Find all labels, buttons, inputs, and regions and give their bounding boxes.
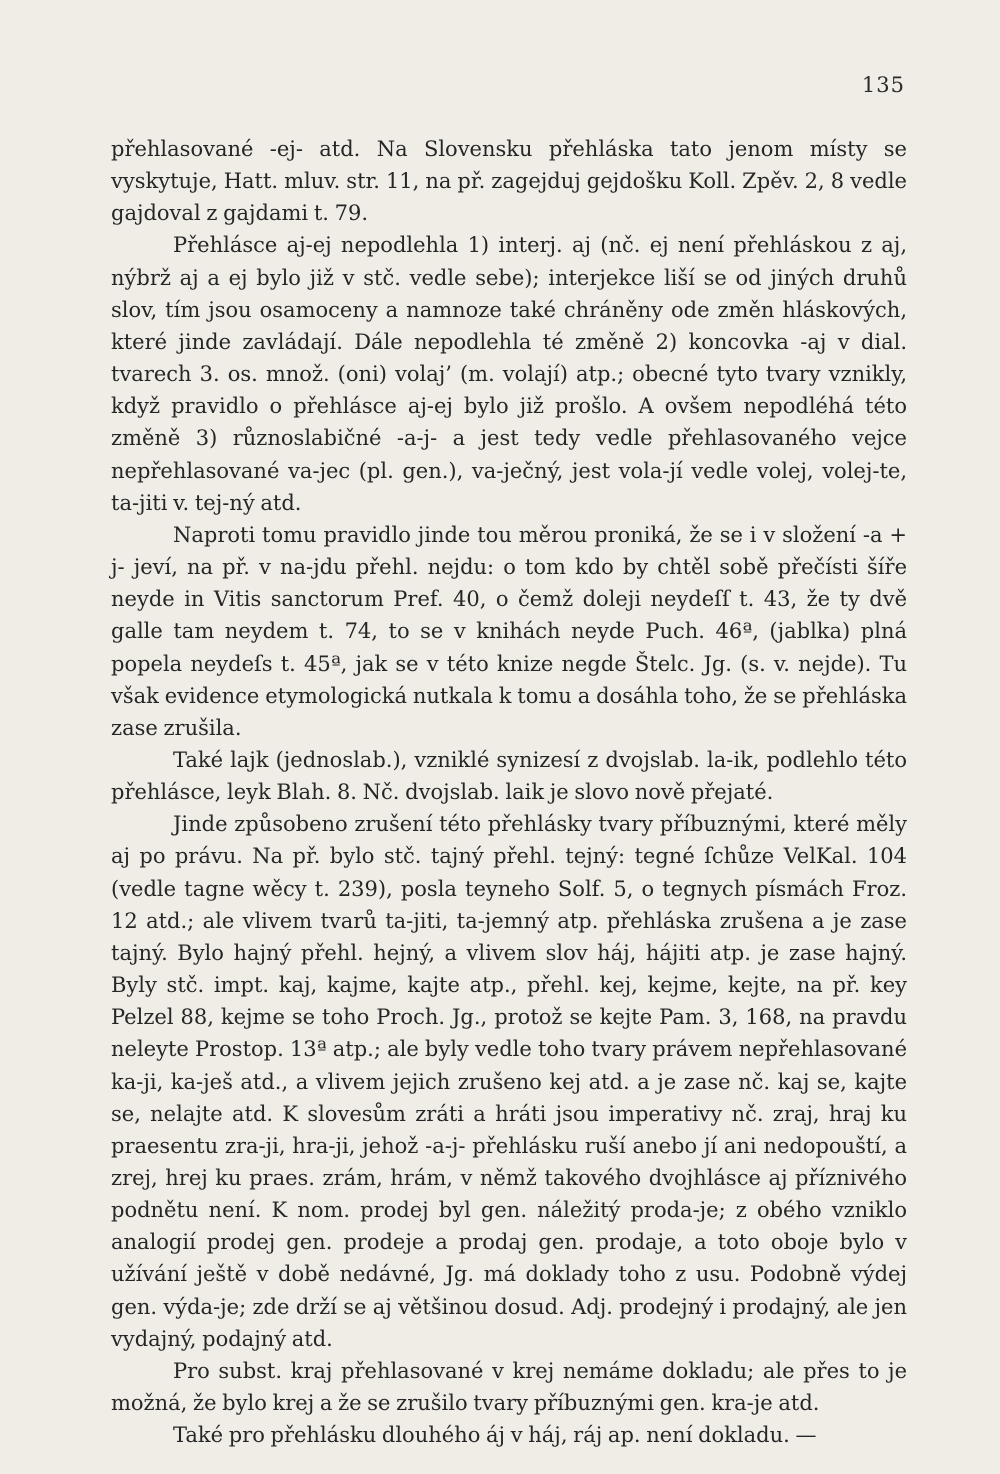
paragraph: přehlasované -ej- atd. Na Slovensku přehláska tato jenom místy se vyskytuje, Hatt. mluv. str. 11, na př. zagejduj gejdošku Koll. Zpěv. 2, 8 vedle gajdoval z gajdami t. 79. [111, 137, 907, 226]
paragraph: Pro subst. kraj přehlasované v krej nemáme dokladu; ale přes to je možná, že bylo krej a že se zrušilo tvary příbuznými gen. kra-je atd. [111, 1358, 907, 1416]
paragraph: Také pro přehlásku dlouhého áj v háj, ráj ap. není dokladu. — [173, 1423, 817, 1448]
paragraph: Přehlásce aj-ej nepodlehla 1) interj. aj (nč. ej není přehláskou z aj, nýbrž aj a ej bylo již v stč. vedle sebe); interjekce liší se od jiných druhů slov, tím jsou osamoceny a namnoze také chráněny ode změn hláskových, které jinde zavládají. Dále nepodlehla té změně 2) koncovka -aj v dial. tvarech 3. os. množ. (oni) volaj’ (m. volají) atp.; obecné tyto tvary vznikly, když pravidlo o přehlásce aj-ej bylo již prošlo. A ovšem nepodléhá této změně 3) různoslabičné -a-j- a jest tedy vedle přehlasovaného vejce nepřehlasované va-jec (pl. gen.), va-ječný, jest vola-jí vedle volej, volej-te, ta-jiti v. tej-ný atd. [111, 233, 907, 515]
paragraph: Také lajk (jednoslab.), vzniklé synizesí z dvojslab. la-ik, podlehlo této přehlásce, leyk Blah. 8. Nč. dvojslab. laik je slovo nově přejaté. [111, 747, 907, 805]
paragraph: Naproti tomu pravidlo jinde tou měrou proniká, že se i v složení -a + j- jeví, na př. v na-jdu přehl. nejdu: o tom kdo by chtěl sobě přečísti šíře neyde in Vitis sanctorum Pref. 40, o čemž doleji neydeſſ t. 43, že ty dvě galle tam neydem t. 74, to se v knihách neyde Puch. 46ª, (jablka) plná popela neydeſs t. 45ª, jak se v této knize negde Štelc. Jg. (s. v. nejde). Tu však evidence etymologická nutkala k tomu a dosáhla toho, že se přehláska zase zrušila. [111, 522, 907, 740]
paragraph: Jinde způsobeno zrušení této přehlásky tvary příbuznými, které měly aj po právu. Na př. bylo stč. tajný přehl. tejný: tegné ſchůze VelKal. 104 (vedle tagne wěcy t. 239), posla teyneho Solf. 5, o tegnych písmách Froz. 12 atd.; ale vlivem tvarů ta-jiti, ta-jemný atp. přehláska zrušena a je zase tajný. Bylo hajný přehl. hejný, a vlivem slov háj, hájiti atp. je zase hajný. Byly stč. impt. kaj, kajme, kajte atp., přehl. kej, kejme, kejte, na př. key Pelzel 88, kejme se toho Proch. Jg., protož se kejte Pam. 3, 168, na pravdu neleyte Prostop. 13ª atp.; ale byly vedle toho tvary právem nepřehlasované ka-ji, ka-ješ atd., a vlivem jejich zrušeno kej atd. a je zase nč. kaj se, kajte se, nelajte atd. K slovesům zráti a hráti jsou imperativy nč. zraj, hraj ku praesentu zra-ji, hra-ji, jehož -a-j- přehlásku ruší anebo jí ani nedopouští, a zrej, hrej ku praes. zrám, hrám, v němž takového dvojhlásce aj příznivého podnětu není. K nom. prodej byl gen. náležitý proda-je; z obého vzniklo analogií prodej gen. prodeje a prodaj gen. prodaje, a toto oboje bylo v užívání ještě v době nedávné, Jg. má doklady toho z usu. Podobně výdej gen. výda-je; zde drží se aj většinou dosud. Adj. prodejný i prodajný, ale jen vydajný, podajný atd. [111, 812, 907, 1351]
page-number: 135 [861, 73, 905, 97]
body-text [111, 133, 907, 1451]
